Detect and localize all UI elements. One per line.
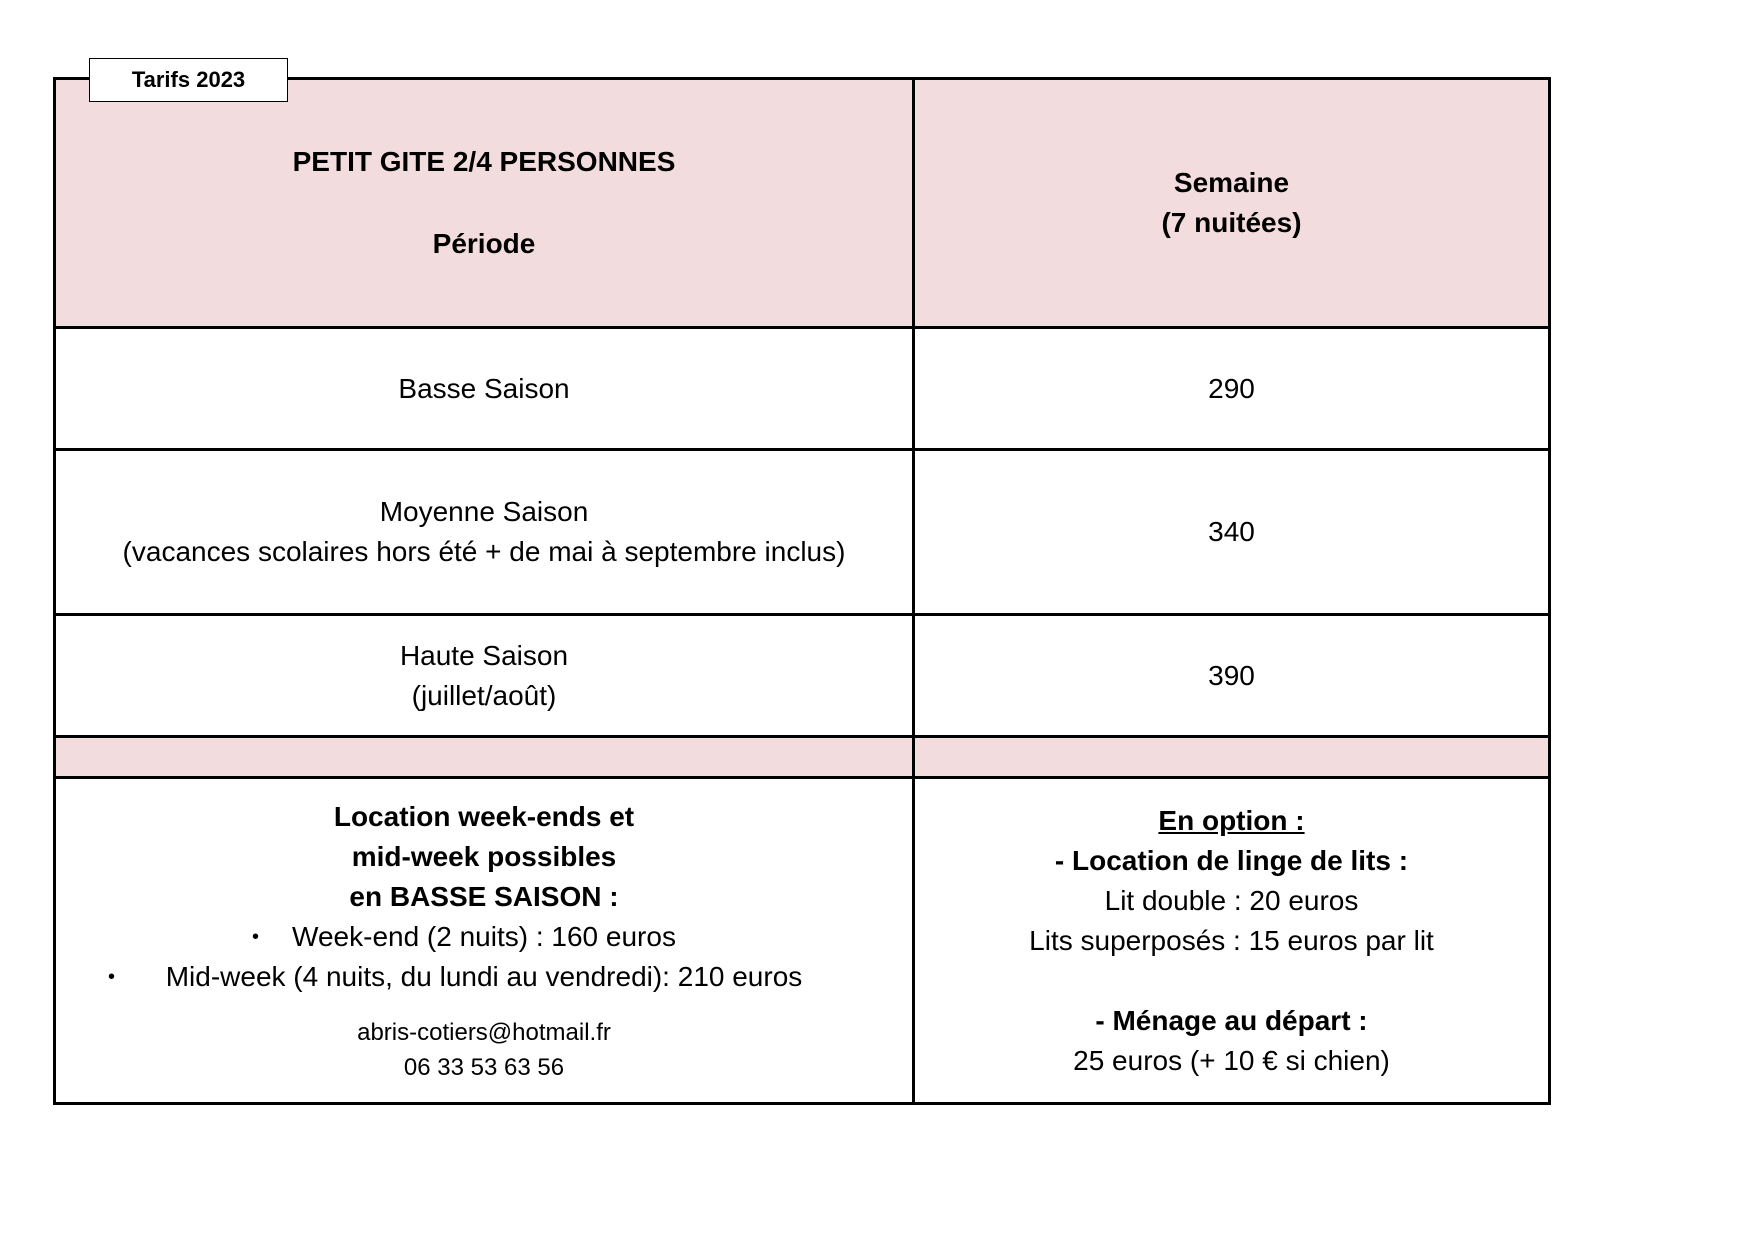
week-column-label: Semaine xyxy=(1173,167,1290,198)
table-row xyxy=(55,328,1550,450)
price-value: 290 xyxy=(1208,372,1255,404)
period-detail: (juillet/août) xyxy=(411,679,557,711)
options-cell xyxy=(914,778,1550,1104)
blank-line xyxy=(925,961,1538,1001)
period-cell xyxy=(55,615,914,737)
period-column-label: Période xyxy=(432,228,536,259)
price-value: 390 xyxy=(1208,659,1255,691)
table-row xyxy=(55,615,1550,737)
price-cell xyxy=(914,450,1550,615)
week-nights-label: (7 nuitées) xyxy=(1161,207,1302,238)
rental-info-cell xyxy=(55,778,914,1104)
contact-email: abris-cotiers@hotmail.fr xyxy=(357,1018,611,1046)
rental-offers-list xyxy=(66,917,902,997)
rental-heading-line3: en BASSE SAISON : xyxy=(349,880,619,912)
price-cell xyxy=(914,615,1550,737)
bullet-icon: • xyxy=(252,925,260,948)
gite-title: PETIT GITE 2/4 PERSONNES xyxy=(292,146,676,177)
pricing-table xyxy=(53,77,1551,1105)
period-detail: (vacances scolaires hors été + de mai à septembre inclus) xyxy=(122,536,846,567)
rental-heading-line2: mid-week possibles xyxy=(351,840,617,872)
period-name: Moyenne Saison xyxy=(379,496,589,527)
spacer-cell xyxy=(914,737,1550,778)
offer-weekend: Week-end (2 nuits) : 160 euros xyxy=(292,920,676,952)
spacer-cell xyxy=(55,737,914,778)
contact-block xyxy=(66,1015,902,1085)
header-period-cell xyxy=(55,79,914,328)
bullet-icon: • xyxy=(108,965,116,988)
list-item xyxy=(66,957,902,997)
period-cell xyxy=(55,328,914,450)
period-name: Basse Saison xyxy=(398,372,570,404)
tarifs-year-tag: Tarifs 2023 xyxy=(89,58,288,102)
period-cell xyxy=(55,450,914,615)
linen-title: - Location de linge de lits : xyxy=(1054,844,1409,876)
contact-phone: 06 33 53 63 56 xyxy=(403,1053,565,1081)
list-item xyxy=(66,917,902,957)
options-title: En option : xyxy=(1158,804,1305,836)
price-cell xyxy=(914,328,1550,450)
info-row xyxy=(55,778,1550,1104)
cleaning-title: - Ménage au départ : xyxy=(1095,1004,1368,1036)
price-value: 340 xyxy=(1208,516,1255,547)
linen-bunk-price: Lits superposés : 15 euros par lit xyxy=(1029,924,1434,956)
rental-heading-line1: Location week-ends et xyxy=(333,800,635,832)
spacer-row xyxy=(55,737,1550,778)
offer-midweek: Mid-week (4 nuits, du lundi au vendredi): 210 euros xyxy=(165,960,803,992)
linen-double-price: Lit double : 20 euros xyxy=(1104,884,1359,916)
cleaning-price: 25 euros (+ 10 € si chien) xyxy=(1073,1044,1390,1076)
header-week-cell xyxy=(914,79,1550,328)
period-name: Haute Saison xyxy=(399,639,569,671)
table-header-row xyxy=(55,79,1550,328)
table-row xyxy=(55,450,1550,615)
